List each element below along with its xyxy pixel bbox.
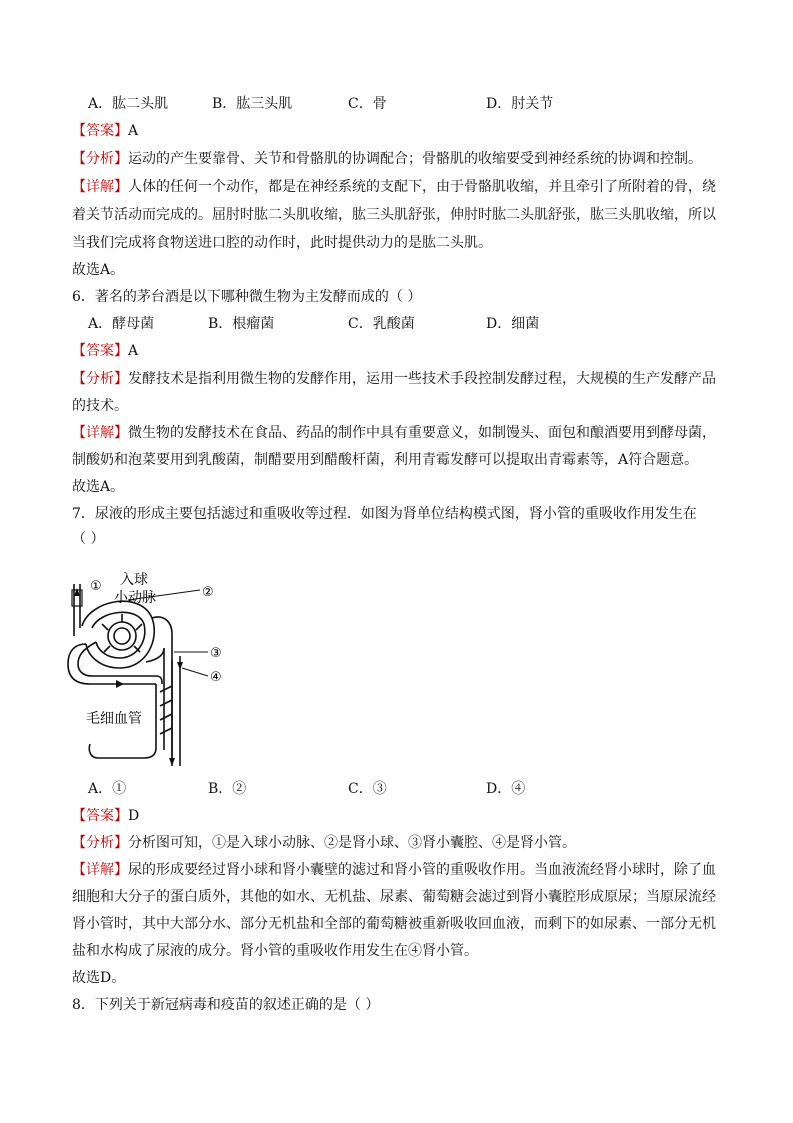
q7-detail-line-4: 盐和水构成了尿液的成分。肾小管的重吸收作用发生在④肾小管。: [72, 943, 478, 959]
q7-option-d: D．④: [486, 781, 526, 797]
q5-option-d: D．肘关节: [486, 96, 554, 112]
q7-detail-line-2: 细胞和大分子的蛋白质外，其他的如水、无机盐、尿素、葡萄糖会滤过到肾小囊腔形成原尿；当原尿流经: [72, 889, 716, 905]
fig-label-1-text-b: 小动脉: [114, 590, 156, 606]
q7-question-line-1: 7．尿液的形成主要包括滤过和重吸收等过程．如图为肾单位结构模式图，肾小管的重吸收作用发生在: [72, 506, 697, 522]
q7-question-line-2: （ ）: [72, 531, 105, 547]
q6-answer-line: [72, 342, 138, 360]
q5-answer: A: [128, 123, 139, 139]
q7-answer: D: [128, 808, 140, 824]
fig-label-2: ②: [202, 585, 214, 600]
q6-analysis-text-1: 发酵技术是指利用微生物的发酵作用，运用一些技术手段控制发酵过程，大规模的生产发酵产品: [128, 371, 716, 387]
q7-detail-text-1: 尿的形成要经过肾小球和肾小囊壁的滤过和肾小管的重吸收作用。当血液流经肾小球时，除了血: [128, 862, 716, 878]
q6-option-d: D．细菌: [486, 316, 540, 332]
detail-tag: 【详解】: [72, 425, 128, 441]
q7-conclusion: 故选D。: [72, 970, 126, 986]
q7-analysis-line: [72, 834, 576, 852]
detail-tag: 【详解】: [72, 179, 128, 195]
q8-question: 8．下列关于新冠病毒和疫苗的叙述正确的是（ ）: [72, 997, 380, 1013]
q6-detail-line-2: 制酸奶和泡菜要用到乳酸菌，制醋要用到醋酸杆菌，利用青霉发酵可以提取出青霉素等，A符合题意。: [72, 452, 699, 468]
q5-conclusion: 故选A。: [72, 262, 125, 278]
answer-tag: 【答案】: [72, 343, 128, 359]
fig-capillary-label: 毛细血管: [86, 711, 142, 727]
analysis-tag: 【分析】: [72, 151, 128, 167]
q5-detail-line-1: [72, 178, 716, 196]
q6-answer: A: [128, 343, 139, 359]
fig-label-3: ③: [210, 646, 222, 661]
q7-answer-line: [72, 807, 139, 825]
q5-option-a: A．肱二头肌: [88, 96, 169, 112]
q7-detail-line-1: [72, 861, 716, 879]
q6-detail-text-1: 微生物的发酵技术在食品、药品的制作中具有重要意义，如制馒头、面包和酿酒要用到酵母菌，: [128, 425, 716, 441]
answer-tag: 【答案】: [72, 808, 128, 824]
q6-analysis-line-2: 的技术。: [72, 398, 128, 414]
q5-option-b: B．肱三头肌: [212, 96, 293, 112]
q7-detail-line-3: 肾小管时，其中大部分水、部分无机盐和全部的葡萄糖被重新吸收回血液，而剩下的如尿素、一部分无机: [72, 916, 716, 932]
nephron-diagram: [60, 560, 240, 772]
q5-analysis-line: [72, 150, 702, 168]
fig-label-1-text-a: 入球: [120, 572, 148, 588]
detail-tag: 【详解】: [72, 862, 128, 878]
q7-option-c: C．③: [348, 781, 387, 797]
answer-tag: 【答案】: [72, 123, 128, 139]
q5-option-c: C．骨: [348, 96, 387, 112]
q7-analysis: 分析图可知，①是入球小动脉、②是肾小球、③肾小囊腔、④是肾小管。: [128, 835, 576, 851]
q5-detail-line-2: 着关节活动而完成的。屈肘时肱二头肌收缩，肱三头肌舒张，伸肘时肱二头肌舒张，肱三头肌收缩，所以: [72, 207, 716, 223]
q6-question: 6．著名的茅台酒是以下哪种微生物为主发酵而成的（ ）: [72, 289, 422, 305]
q6-option-c: C．乳酸菌: [348, 316, 415, 332]
q5-answer-line: [72, 122, 138, 140]
q5-analysis: 运动的产生要靠骨、关节和骨骼肌的协调配合；骨骼肌的收缩要受到神经系统的协调和控制。: [128, 151, 702, 167]
q5-detail-text-1: 人体的任何一个动作，都是在神经系统的支配下，由于骨骼肌收缩，并且牵引了所附着的骨，绕: [128, 179, 716, 195]
fig-label-1: ①: [90, 579, 102, 594]
q6-analysis-line-1: [72, 370, 716, 388]
fig-label-4: ④: [210, 670, 222, 685]
q7-option-a: A．①: [88, 781, 127, 797]
q7-option-b: B．②: [208, 781, 247, 797]
q6-option-a: A．酵母菌: [88, 316, 155, 332]
analysis-tag: 【分析】: [72, 835, 128, 851]
q6-conclusion: 故选A。: [72, 479, 125, 495]
q6-detail-line-1: [72, 424, 716, 442]
q6-option-b: B．根瘤菌: [208, 316, 275, 332]
q5-detail-line-3: 当我们完成将食物送进口腔的动作时，此时提供动力的是肱二头肌。: [72, 235, 492, 251]
analysis-tag: 【分析】: [72, 371, 128, 387]
